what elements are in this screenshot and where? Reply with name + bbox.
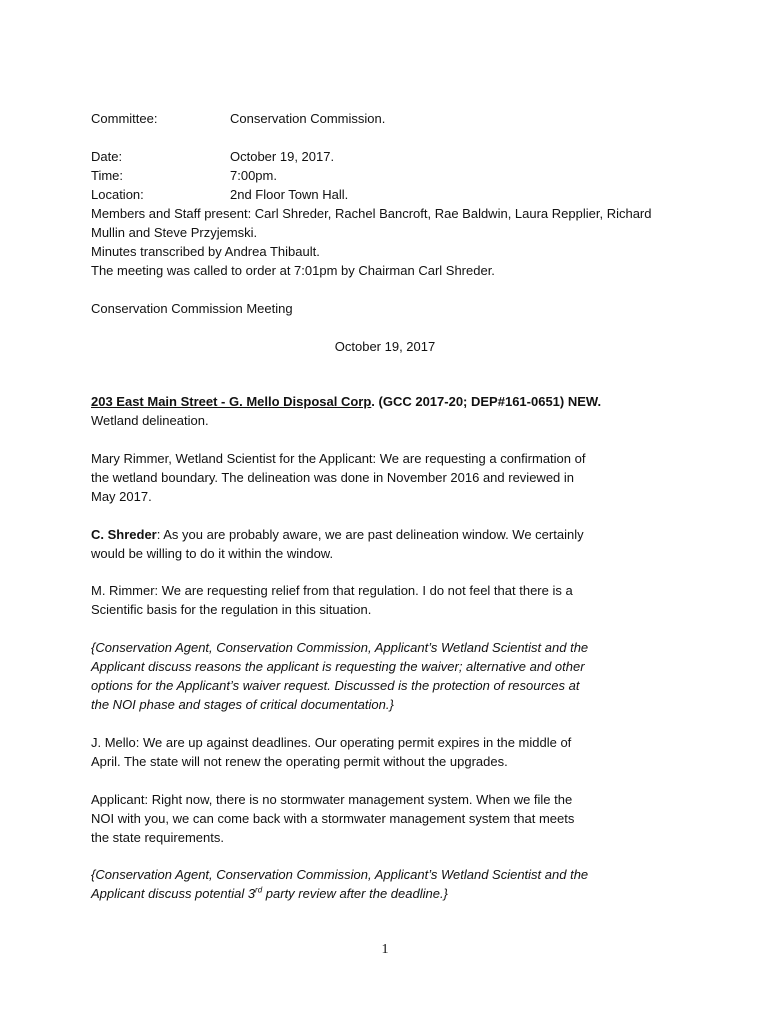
paragraph-7-line-2	[91, 884, 448, 903]
paragraph-3-line-1: M. Rimmer: We are requesting relief from that regulation. I do not feel that there is a	[91, 583, 573, 598]
paragraph-6-line-3: the state requirements.	[91, 830, 224, 845]
paragraph-6-line-1: Applicant: Right now, there is no stormwater management system. When we file the	[91, 792, 573, 807]
paragraph-6-line-2: NOI with you, we can come back with a stormwater management system that meets	[91, 811, 575, 826]
paragraph-7-line-2-end: party review after the deadline.}	[262, 886, 448, 901]
paragraph-3-line-2: Scientific basis for the regulation in this situation.	[91, 602, 372, 617]
committee-value: Conservation Commission.	[230, 111, 386, 126]
agenda-item-address: 203 East Main Street - G. Mello Disposal Corp	[91, 394, 372, 409]
agenda-item-details: . (GCC 2017-20; DEP#161-0651) NEW.	[371, 394, 602, 409]
meeting-title: Conservation Commission Meeting	[91, 301, 293, 316]
paragraph-4-line-1: {Conservation Agent, Conservation Commission, Applicant’s Wetland Scientist and the	[91, 640, 589, 655]
paragraph-7-line-1: {Conservation Agent, Conservation Commission, Applicant’s Wetland Scientist and the	[91, 867, 589, 882]
paragraph-5-line-2: April. The state will not renew the operating permit without the upgrades.	[91, 754, 508, 769]
page-number: 1	[381, 942, 389, 957]
paragraph-2-line-1-text: : As you are probably aware, we are past delineation window. We certainly	[156, 527, 584, 542]
paragraph-4-line-4: the NOI phase and stages of critical documentation.}	[91, 697, 394, 712]
members-line-2: Mullin and Steve Przyjemski.	[91, 225, 258, 240]
paragraph-2-line-1	[91, 525, 584, 544]
paragraph-1-line-3: May 2017.	[91, 489, 152, 504]
time-label: Time:	[91, 168, 124, 183]
date-label: Date:	[91, 149, 123, 164]
agenda-item-heading	[91, 392, 601, 411]
paragraph-1-line-1: Mary Rimmer, Wetland Scientist for the Applicant: We are requesting a confirmation of	[91, 451, 586, 466]
paragraph-5-line-1: J. Mello: We are up against deadlines. Our operating permit expires in the middle of	[91, 735, 572, 750]
speaker-shreder: C. Shreder	[91, 527, 157, 542]
committee-label: Committee:	[91, 111, 158, 126]
members-line-1: Members and Staff present: Carl Shreder, Rachel Bancroft, Rae Baldwin, Laura Repplier, Richard	[91, 206, 652, 221]
location-value: 2nd Floor Town Hall.	[230, 187, 349, 202]
paragraph-4-line-3: options for the Applicant’s waiver request. Discussed is the protection of resources at	[91, 678, 580, 693]
paragraph-4-line-2: Applicant discuss reasons the applicant is requesting the waiver; alternative and other	[91, 659, 585, 674]
ordinal-suffix: rd	[255, 885, 263, 895]
agenda-item-subtitle: Wetland delineation.	[91, 413, 209, 428]
location-label: Location:	[91, 187, 144, 202]
time-value: 7:00pm.	[230, 168, 277, 183]
date-value: October 19, 2017.	[230, 149, 335, 164]
paragraph-2-line-2: would be willing to do it within the window.	[91, 546, 334, 561]
transcribed-by: Minutes transcribed by Andrea Thibault.	[91, 244, 320, 259]
meeting-date: October 19, 2017	[334, 339, 436, 354]
paragraph-7-line-2-start: Applicant discuss potential 3	[91, 886, 256, 901]
called-to-order: The meeting was called to order at 7:01pm by Chairman Carl Shreder.	[91, 263, 495, 278]
paragraph-1-line-2: the wetland boundary. The delineation was done in November 2016 and reviewed in	[91, 470, 575, 485]
